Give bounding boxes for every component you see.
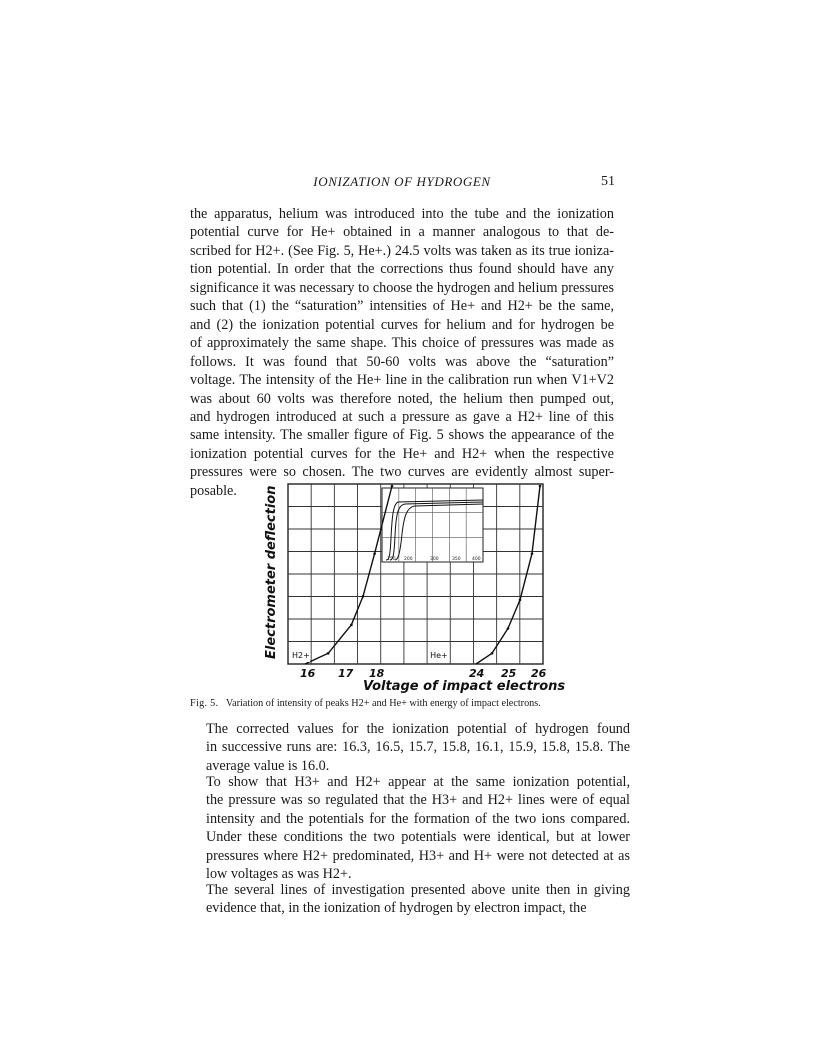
he-series-label: He+ <box>430 651 448 660</box>
series-line-he <box>476 486 540 664</box>
text-line: intensity and the potentials for the formation of the two ions compared. <box>206 810 630 827</box>
inset-tick-label: 150 <box>387 557 396 562</box>
data-point <box>519 599 522 602</box>
data-point <box>539 485 542 488</box>
text-line: and hydrogen introduced at such a pressure as gave a H2+ line of this <box>190 408 614 425</box>
data-point <box>391 485 394 488</box>
x-tick-label: 24 <box>469 667 485 680</box>
text-line: The several lines of investigation presented above unite then in giving <box>206 882 630 898</box>
x-tick-label: 26 <box>531 667 547 680</box>
text-line: The corrected values for the ionization potential of hydrogen found <box>206 721 630 737</box>
text-line: the pressure was so regulated that the H3+ and H2+ lines were of equal <box>206 792 630 809</box>
text-line: such that (1) the “saturation” intensities of He+ and H2+ be the same, <box>190 298 614 315</box>
figure-5-chart <box>255 478 566 696</box>
text-line: was about 60 volts was therefore noted, the helium then pumped out, <box>190 390 614 407</box>
text-line: scribed for H2+. (See Fig. 5, He+.) 24.5 volts was taken as its true ioniza- <box>190 242 614 259</box>
figure-caption-text: Variation of intensity of peaks H2+ and He+ with energy of impact electrons. <box>225 698 541 709</box>
y-axis-label: Electrometer deflection <box>264 485 279 659</box>
x-axis-label: Voltage of impact electrons <box>363 679 566 694</box>
text-line: tion potential. In order that the corrections thus found should have any <box>190 261 614 278</box>
text-line: of approximately the same shape. This choice of pressures was made as <box>190 335 614 352</box>
data-point <box>362 595 365 598</box>
text-line: ionization potential curves for the He+ and H2+ when the respective <box>190 445 614 462</box>
text-line: To show that H3+ and H2+ appear at the same ionization potential, <box>206 774 630 790</box>
x-tick-label: 16 <box>300 667 316 680</box>
figure-caption-label: Fig. 5. <box>190 698 219 709</box>
x-tick-label: 25 <box>501 667 517 680</box>
x-tick-label: 18 <box>369 667 385 680</box>
h2-series-label: H2+ <box>292 651 310 660</box>
data-point <box>350 624 353 627</box>
text-line: posable. <box>190 482 237 499</box>
text-line: evidence that, in the ionization of hydrogen by electron impact, the <box>206 900 587 917</box>
text-line: pressures were so chosen. The two curves are evidently almost super- <box>190 464 614 481</box>
text-line: the apparatus, helium was introduced into the tube and the ionization <box>190 206 614 222</box>
text-line: follows. It was found that 50-60 volts was above the “saturation” <box>190 353 614 370</box>
paragraph-2 <box>190 720 630 775</box>
data-point <box>491 652 494 655</box>
inset-tick-label: 350 <box>452 557 461 562</box>
paragraph-1 <box>190 205 614 500</box>
data-point <box>531 552 534 555</box>
figure-5 <box>255 478 566 696</box>
figure-caption <box>190 698 620 709</box>
text-line: voltage. The intensity of the He+ line in the calibration run when V1+V2 <box>190 372 614 389</box>
text-line: low voltages as was H2+. <box>206 866 352 883</box>
x-tick-label: 17 <box>338 667 354 680</box>
paragraph-4 <box>190 881 630 918</box>
text-line: potential curve for He+ obtained in a manner analogous to that de- <box>190 224 614 241</box>
data-point <box>373 552 376 555</box>
text-line: same intensity. The smaller figure of Fig. 5 shows the appearance of the <box>190 427 614 444</box>
text-line: in successive runs are: 16.3, 16.5, 15.7, 15.8, 16.1, 15.9, 15.8, 15.8. The <box>206 739 630 756</box>
text-line: average value is 16.0. <box>206 757 330 774</box>
series-line-h2 <box>305 486 392 664</box>
data-point <box>507 627 510 630</box>
text-line: pressures where H2+ predominated, H3+ and H+ were not detected at as <box>206 847 630 864</box>
page-number: 51 <box>601 174 615 189</box>
text-line: significance it was necessary to choose the hydrogen and helium pressures <box>190 279 614 296</box>
inset-tick-label: 300 <box>430 557 439 562</box>
inset-tick-label: 200 <box>404 557 413 562</box>
inset-chart <box>382 488 483 562</box>
text-line: and (2) the ionization potential curves for helium and for hydrogen be <box>190 316 614 333</box>
running-title: IONIZATION OF HYDROGEN <box>313 174 491 189</box>
text-line: Under these conditions the two potentials were identical, but at lower <box>206 829 630 846</box>
inset-tick-label: 400 <box>472 557 481 562</box>
paragraph-3 <box>190 773 630 884</box>
data-point <box>327 652 330 655</box>
running-head <box>189 174 615 194</box>
